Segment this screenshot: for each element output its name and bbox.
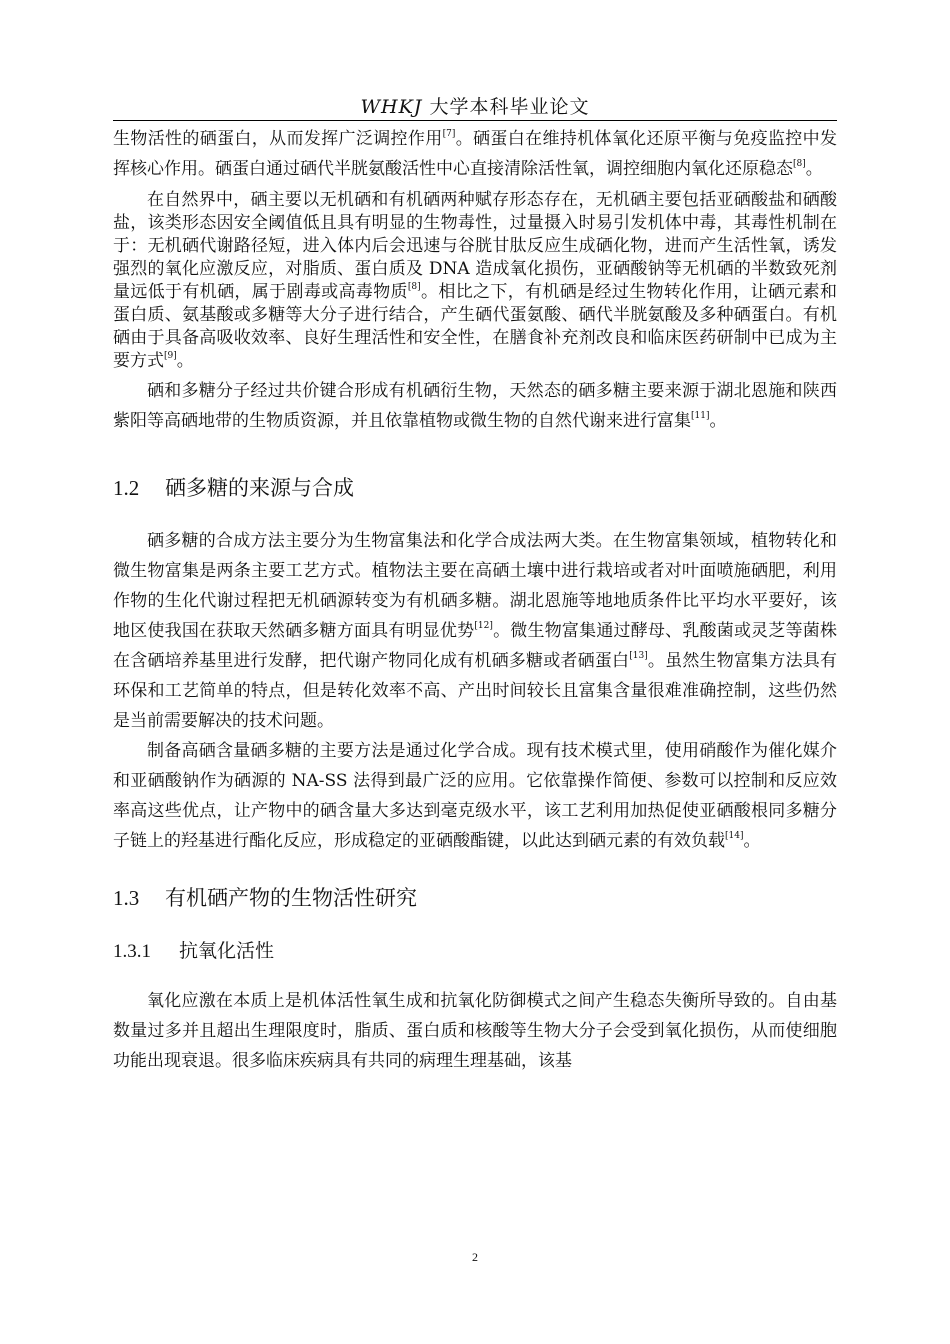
citation: [8] <box>407 282 421 292</box>
paragraph-5 <box>113 736 837 856</box>
paragraph-text: 生物活性的硒蛋白，从而发挥广泛调控作用 <box>113 129 443 149</box>
citation: [11] <box>691 411 710 421</box>
section-number: 1.2 <box>113 476 140 500</box>
citation: [13] <box>629 651 648 661</box>
paragraph-text: 。 <box>743 831 761 851</box>
paragraph-text: 。微生物富集通过酵母、乳酸菌或灵芝等菌株在含硒培养基里进行发酵，把代谢产物同化成有机硒多糖或者硒蛋白 <box>113 621 838 671</box>
section-number: 1.3.1 <box>113 941 151 962</box>
citation: [14] <box>725 831 744 841</box>
section-title: 硒多糖的来源与合成 <box>165 476 354 500</box>
section-title: 抗氧化活性 <box>179 940 275 962</box>
paragraph-3 <box>113 376 837 436</box>
paragraph-text: 。 <box>805 159 823 179</box>
section-heading-1-3 <box>113 884 837 912</box>
paragraph-text: 。相比之下，有机硒是经过生物转化作用，让硒元素和蛋白质、氨基酸或多糖等大分子进行结合，产生硒代蛋氨酸、硒代半胱氨酸及多种硒蛋白。有机硒由于具备高吸收效率、良好生理活性和安全性，在膳食补充剂改良和临床医药研制中已成为主要方式 <box>113 282 838 371</box>
citation: [8] <box>793 159 806 169</box>
page-body <box>113 124 837 1076</box>
paragraph-text: 制备高硒含量硒多糖的主要方法是通过化学合成。现有技术模式里，使用硝酸作为催化媒介和亚硒酸钠作为硒源的 NA-SS 法得到最广泛的应用。它依靠操作简便、参数可以控制和反应效率高这些优点，让产物中的硒含量大多达到毫克级水平，该工艺利用加热促使亚硒酸根同多糖分子链上的羟基进行酯化反应，形成稳定的亚硒酸酯键，以此达到硒元素的有效负载 <box>113 741 837 851</box>
paragraph-text: 。 <box>176 351 194 371</box>
subsection-heading-1-3-1 <box>113 938 837 964</box>
section-title: 有机硒产物的生物活性研究 <box>165 886 417 910</box>
paragraph-text: 硒多糖的合成方法主要分为生物富集法和化学合成法两大类。在生物富集领域，植物转化和微生物富集是两条主要工艺方式。植物法主要在高硒土壤中进行栽培或者对叶面喷施硒肥，利用作物的生化代谢过程把无机硒源转变为有机硒多糖。湖北恩施等地地质条件比平均水平要好，该地区使我国在获取天然硒多糖方面具有明显优势 <box>113 531 837 641</box>
paragraph-text: 。虽然生物富集方法具有环保和工艺简单的特点，但是转化效率不高、产出时间较长且富集含量很难准确控制，这些仍然是当前需要解决的技术问题。 <box>113 651 838 731</box>
header-latin: WHKJ <box>360 96 423 118</box>
section-number: 1.3 <box>113 886 140 910</box>
running-header <box>113 92 837 121</box>
citation: [7] <box>442 129 456 139</box>
paragraph-text: 。硒蛋白在维持机体氧化还原平衡与免疫监控中发挥核心作用。硒蛋白通过硒代半胱氨酸活性中心直接清除活性氧，调控细胞内氧化还原稳态 <box>113 129 838 179</box>
paragraph-2 <box>113 189 837 373</box>
paragraph-text: 硒和多糖分子经过共价键合形成有机硒衍生物，天然态的硒多糖主要来源于湖北恩施和陕西紫阳等高硒地带的生物质资源，并且依靠植物或微生物的自然代谢来进行富集 <box>113 381 837 431</box>
citation: [9] <box>164 351 177 361</box>
paragraph-6: 氧化应激在本质上是机体活性氧生成和抗氧化防御模式之间产生稳态失衡所导致的。自由基数量过多并且超出生理限度时，脂质、蛋白质和核酸等生物大分子会受到氧化损伤，从而使细胞功能出现衰退。很多临床疾病具有共同的病理生理基础，该基 <box>113 991 837 1071</box>
paragraph-text: 。 <box>709 411 727 431</box>
paragraph-text: 在自然界中，硒主要以无机硒和有机硒两种赋存形态存在，无机硒主要包括亚硒酸盐和硒酸盐，该类形态因安全阈值低且具有明显的生物毒性，过量摄入时易引发机体中毒，其毒性机制在于：无机硒代谢路径短，进入体内后会迅速与谷胱甘肽反应生成硒化物，进而产生活性氧，诱发强烈的氧化应激反应，对脂质、蛋白质及 DNA 造成氧化损伤，亚硒酸钠等无机硒的半数致死剂量远低于有机硒，属于剧毒或高毒物质 <box>113 190 837 302</box>
paragraph-4 <box>113 526 837 736</box>
citation: [12] <box>474 621 493 631</box>
page-number: 2 <box>472 1250 478 1264</box>
header-title: 大学本科毕业论文 <box>429 96 590 118</box>
paragraph-1 <box>113 124 837 184</box>
section-heading-1-2 <box>113 474 837 502</box>
